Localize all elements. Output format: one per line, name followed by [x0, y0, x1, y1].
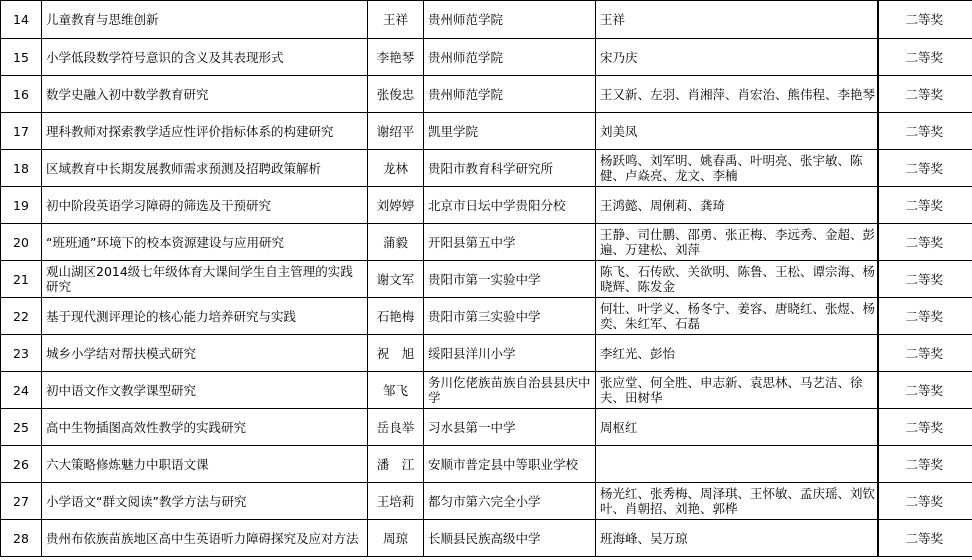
team-members: 刘美凤 — [596, 113, 878, 150]
table-row — [1, 483, 972, 520]
team-members: 李红光、彭怡 — [596, 335, 878, 372]
row-number: 18 — [1, 150, 42, 187]
row-number: 15 — [1, 39, 42, 76]
table-row — [1, 224, 972, 261]
work-unit: 都匀市第六完全小学 — [424, 483, 596, 520]
row-number: 14 — [1, 1, 42, 39]
award-level: 二等奖 — [879, 1, 972, 39]
award-level: 二等奖 — [879, 224, 972, 261]
award-level: 二等奖 — [879, 39, 972, 76]
work-unit: 务川仡佬族苗族自治县县庆中学 — [424, 372, 596, 409]
team-members: 杨光红、张秀梅、周泽琪、王怀敏、孟庆瑶、刘钦叶、肖朝招、刘艳、郭桦 — [596, 483, 878, 520]
project-title: 数学史融入初中数学教育研究 — [42, 76, 368, 113]
award-level: 二等奖 — [879, 187, 972, 224]
project-title: 小学低段数学符号意识的含义及其表现形式 — [42, 39, 368, 76]
table-row — [1, 446, 972, 483]
project-leader: 王祥 — [368, 1, 424, 39]
row-number: 16 — [1, 76, 42, 113]
work-unit: 北京市日坛中学贵阳分校 — [424, 187, 596, 224]
work-unit: 贵阳市教育科学研究所 — [424, 150, 596, 187]
team-members: 王祥 — [596, 1, 878, 39]
work-unit: 贵阳市第三实验中学 — [424, 298, 596, 335]
row-number: 22 — [1, 298, 42, 335]
project-leader: 蒲毅 — [368, 224, 424, 261]
project-leader: 周琼 — [368, 520, 424, 557]
project-leader: 邹飞 — [368, 372, 424, 409]
row-number: 21 — [1, 261, 42, 298]
project-title: 理科教师对探索教学适应性评价指标体系的构建研究 — [42, 113, 368, 150]
work-unit: 贵州师范学院 — [424, 39, 596, 76]
team-members: 宋乃庆 — [596, 39, 878, 76]
project-title: 小学语文“群文阅读”教学方法与研究 — [42, 483, 368, 520]
table-row — [1, 187, 972, 224]
award-level: 二等奖 — [879, 261, 972, 298]
team-members: 陈飞、石传欧、关欲明、陈鲁、王松、谭宗海、杨晓辉、陈发金 — [596, 261, 878, 298]
project-leader: 刘婷婷 — [368, 187, 424, 224]
award-level: 二等奖 — [879, 520, 972, 557]
project-title: 初中阶段英语学习障碍的筛选及干预研究 — [42, 187, 368, 224]
project-title: “班班通”环境下的校本资源建设与应用研究 — [42, 224, 368, 261]
award-level: 二等奖 — [879, 372, 972, 409]
row-number: 26 — [1, 446, 42, 483]
team-members: 周枢红 — [596, 409, 878, 446]
work-unit: 贵阳市第一实验中学 — [424, 261, 596, 298]
award-level: 二等奖 — [879, 483, 972, 520]
team-members: 班海峰、吴万琼 — [596, 520, 878, 557]
row-number: 25 — [1, 409, 42, 446]
team-members: 王静、司仕鹏、邵勇、张正梅、李远秀、金超、彭遍、万建松、刘萍 — [596, 224, 878, 261]
table-row — [1, 520, 972, 557]
table-row — [1, 261, 972, 298]
award-level: 二等奖 — [879, 409, 972, 446]
project-leader: 张俊忠 — [368, 76, 424, 113]
team-members: 张应堂、何全胜、申志新、袁思林、马艺洁、徐夫、田树华 — [596, 372, 878, 409]
project-title: 城乡小学结对帮扶模式研究 — [42, 335, 368, 372]
project-leader: 李艳琴 — [368, 39, 424, 76]
work-unit: 贵州师范学院 — [424, 1, 596, 39]
project-title: 初中语文作文教学课型研究 — [42, 372, 368, 409]
award-level: 二等奖 — [879, 335, 972, 372]
project-leader: 潘 江 — [368, 446, 424, 483]
table-body — [1, 1, 972, 557]
work-unit: 贵州师范学院 — [424, 76, 596, 113]
row-number: 24 — [1, 372, 42, 409]
project-leader: 谢文军 — [368, 261, 424, 298]
award-level: 二等奖 — [879, 150, 972, 187]
row-number: 28 — [1, 520, 42, 557]
project-title: 高中生物插图高效性教学的实践研究 — [42, 409, 368, 446]
work-unit: 长顺县民族高级中学 — [424, 520, 596, 557]
work-unit: 开阳县第五中学 — [424, 224, 596, 261]
table-row — [1, 298, 972, 335]
project-title: 基于现代测评理论的核心能力培养研究与实践 — [42, 298, 368, 335]
table-row — [1, 39, 972, 76]
team-members: 王又新、左羽、肖湘萍、肖宏治、熊伟程、李艳琴 — [596, 76, 878, 113]
row-number: 27 — [1, 483, 42, 520]
row-number: 19 — [1, 187, 42, 224]
row-number: 20 — [1, 224, 42, 261]
row-number: 17 — [1, 113, 42, 150]
team-members — [596, 446, 878, 483]
project-leader: 祝 旭 — [368, 335, 424, 372]
row-number: 23 — [1, 335, 42, 372]
project-leader: 岳良举 — [368, 409, 424, 446]
project-title: 区域教育中长期发展教师需求预测及招聘政策解析 — [42, 150, 368, 187]
work-unit: 习水县第一中学 — [424, 409, 596, 446]
table-row — [1, 335, 972, 372]
project-leader: 龙林 — [368, 150, 424, 187]
project-title: 六大策略修炼魅力中职语文课 — [42, 446, 368, 483]
team-members: 何壮、叶学义、杨冬宁、姜容、唐晓红、张煜、杨奕、朱红军、石磊 — [596, 298, 878, 335]
table-row — [1, 76, 972, 113]
table-row — [1, 372, 972, 409]
project-leader: 王培莉 — [368, 483, 424, 520]
work-unit: 凯里学院 — [424, 113, 596, 150]
project-title: 观山湖区2014级七年级体育大课间学生自主管理的实践研究 — [42, 261, 368, 298]
table-row — [1, 113, 972, 150]
team-members: 王鸿懿、周俐莉、龚琦 — [596, 187, 878, 224]
project-title: 儿童教育与思维创新 — [42, 1, 368, 39]
award-level: 二等奖 — [879, 446, 972, 483]
award-level: 二等奖 — [879, 76, 972, 113]
table-row — [1, 409, 972, 446]
project-title: 贵州布依族苗族地区高中生英语听力障碍探究及应对方法 — [42, 520, 368, 557]
work-unit: 安顺市普定县中等职业学校 — [424, 446, 596, 483]
team-members: 杨跃鸣、刘军明、姚春禹、叶明亮、张宇敏、陈健、卢焱亮、龙文、李楠 — [596, 150, 878, 187]
award-level: 二等奖 — [879, 113, 972, 150]
project-leader: 石艳梅 — [368, 298, 424, 335]
award-level: 二等奖 — [879, 298, 972, 335]
project-leader: 谢绍平 — [368, 113, 424, 150]
table-row — [1, 1, 972, 39]
table-row — [1, 150, 972, 187]
work-unit: 绥阳县洋川小学 — [424, 335, 596, 372]
